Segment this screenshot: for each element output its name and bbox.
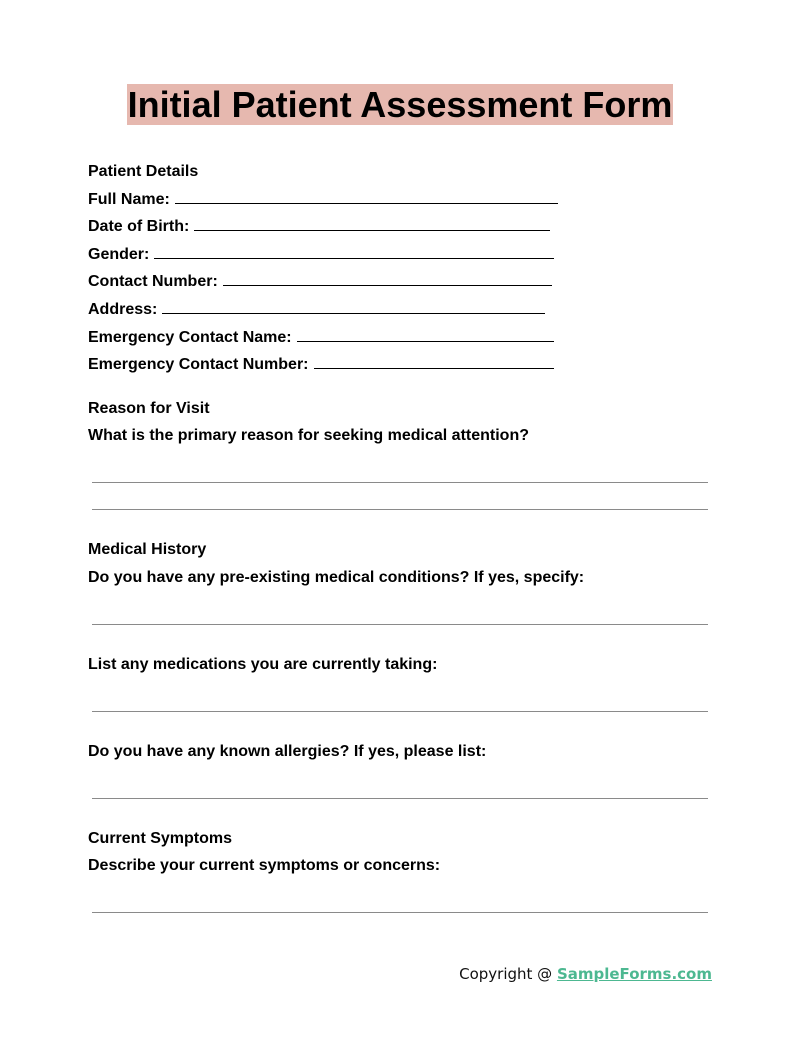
field-label: Emergency Contact Number: xyxy=(88,356,309,373)
emergency-contact-number-blank[interactable] xyxy=(314,367,554,369)
copyright-footer xyxy=(459,965,712,983)
form-title: Initial Patient Assessment Form xyxy=(127,84,673,125)
field-contact-number[interactable] xyxy=(88,272,552,292)
question-allergies: Do you have any known allergies? If yes, please list: xyxy=(88,743,487,760)
field-emergency-contact-number[interactable] xyxy=(88,355,554,375)
answer-line-conditions[interactable] xyxy=(92,624,708,625)
gender-blank[interactable] xyxy=(154,257,554,259)
section-heading-medical-history: Medical History xyxy=(88,541,207,558)
field-label: Contact Number: xyxy=(88,273,218,290)
emergency-contact-name-blank[interactable] xyxy=(297,340,554,342)
answer-line-allergies[interactable] xyxy=(92,798,708,799)
answer-line-reason-2[interactable] xyxy=(92,509,708,510)
copyright-text: Copyright @ xyxy=(459,965,557,983)
field-full-name[interactable] xyxy=(88,190,558,210)
answer-line-medications[interactable] xyxy=(92,711,708,712)
question-reason: What is the primary reason for seeking medical attention? xyxy=(88,427,529,444)
answer-line-reason-1[interactable] xyxy=(92,482,708,483)
field-label: Date of Birth: xyxy=(88,218,190,235)
field-label: Address: xyxy=(88,301,158,318)
question-medications: List any medications you are currently taking: xyxy=(88,656,438,673)
full-name-blank[interactable] xyxy=(175,202,558,204)
question-pre-existing-conditions: Do you have any pre-existing medical conditions? If yes, specify: xyxy=(88,569,585,586)
field-label: Emergency Contact Name: xyxy=(88,329,292,346)
answer-line-symptoms[interactable] xyxy=(92,912,708,913)
section-heading-current-symptoms: Current Symptoms xyxy=(88,830,233,847)
section-heading-reason: Reason for Visit xyxy=(88,400,210,417)
field-date-of-birth[interactable] xyxy=(88,217,550,237)
section-heading-patient-details: Patient Details xyxy=(88,163,199,180)
field-label: Gender: xyxy=(88,246,150,263)
field-gender[interactable] xyxy=(88,245,554,265)
address-blank[interactable] xyxy=(162,312,545,314)
sampleforms-link[interactable]: SampleForms.com xyxy=(556,965,712,983)
field-address[interactable] xyxy=(88,300,545,320)
field-emergency-contact-name[interactable] xyxy=(88,328,554,348)
title-wrapper xyxy=(0,84,800,125)
question-symptoms: Describe your current symptoms or concerns: xyxy=(88,857,441,874)
field-label: Full Name: xyxy=(88,191,170,208)
contact-number-blank[interactable] xyxy=(223,284,552,286)
date-of-birth-blank[interactable] xyxy=(194,229,550,231)
